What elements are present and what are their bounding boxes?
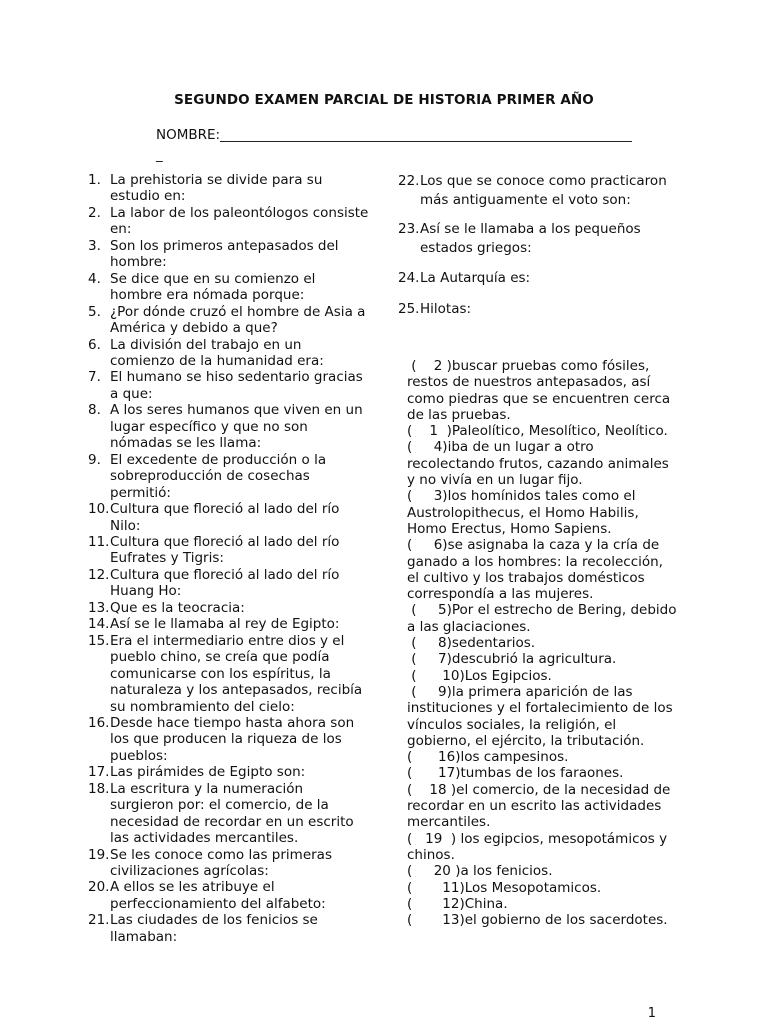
question-item: [398, 220, 680, 257]
question-text: Así se le llamaba a los pequeños estados griegos:: [420, 221, 641, 256]
answer-item: ( 16)los campesinos.: [407, 749, 569, 766]
question-number: 19.: [88, 846, 110, 863]
question-number: 3.: [88, 237, 101, 254]
question-number: 6.: [88, 336, 101, 353]
question-item: [88, 715, 370, 764]
answer-item: ( 5)Por el estrecho de Bering, debido a las glaciaciones.: [407, 602, 681, 635]
exam-title: SEGUNDO EXAMEN PARCIAL DE HISTORIA PRIMER AÑO: [174, 92, 594, 108]
answer-item: ( 19 ) los egipcios, mesopotámicos y chinos.: [407, 830, 672, 863]
question-item: [88, 402, 370, 451]
left-question-list: [88, 172, 370, 945]
question-text: Hilotas:: [420, 300, 472, 317]
question-text: ¿Por dónde cruzó el hombre de Asia a América y debido a que?: [110, 303, 366, 337]
question-text: Son los primeros antepasados del hombre:: [110, 237, 339, 271]
name-line-continuation: _: [156, 147, 163, 163]
question-item: [88, 172, 370, 205]
answer-item: ( 17)tumbas de los faraones.: [407, 765, 624, 782]
question-text: Era el intermediario entre dios y el pueblo chino, se creía que podía comunicarse con los espíritus, la naturaleza y los antepasados, recibía su nombramiento del cielo:: [110, 632, 363, 715]
right-question-list: [398, 172, 680, 318]
question-item: [88, 534, 370, 567]
question-item: [88, 847, 370, 880]
question-text: A los seres humanos que viven en un lugar específico y que no son nómadas se les llama:: [110, 402, 363, 452]
question-number: 20.: [88, 879, 110, 896]
answer-item: ( 13)el gobierno de los sacerdotes.: [407, 912, 668, 929]
answer-item: ( 7)descubrió la agricultura.: [407, 651, 617, 668]
question-text: Las ciudades de los fenicios se llamaban:: [110, 912, 318, 945]
question-text: Cultura que floreció al lado del río Huang Ho:: [110, 566, 340, 600]
question-number: 11.: [88, 533, 110, 550]
question-number: 5.: [88, 303, 101, 320]
question-number: 12.: [88, 566, 110, 583]
question-text: Que es la teocracia:: [110, 599, 245, 616]
question-text: Desde hace tiempo hasta ahora son los que producen la riqueza de los pueblos:: [110, 714, 355, 764]
question-number: 18.: [88, 780, 110, 797]
question-number: 7.: [88, 369, 101, 386]
answer-item: ( 3)los homínidos tales como el Austrolopithecus, el Homo Habilis, Homo Erectus, Homo Sapiens.: [407, 488, 644, 537]
question-item: [88, 567, 370, 600]
question-text: La prehistoria se divide para su estudio en:: [110, 172, 323, 205]
name-field: [156, 125, 666, 165]
question-number: 23.: [398, 221, 420, 237]
question-item: [88, 781, 370, 847]
question-text: A ellos se les atribuye el perfeccionamiento del alfabeto:: [110, 879, 326, 912]
question-number: 22.: [398, 173, 420, 189]
page-number: 1: [647, 1006, 656, 1021]
question-item: [88, 271, 370, 304]
question-text: Los que se conoce como practicaron más antiguamente el voto son:: [420, 173, 667, 208]
answer-item: ( 4)iba de un lugar a otro recolectando frutos, cazando animales y no vivía en un lugar fijo.: [407, 439, 674, 489]
question-number: 24.: [398, 270, 420, 286]
question-item: [398, 172, 680, 209]
question-number: 4.: [88, 270, 101, 287]
question-item: [88, 600, 370, 616]
question-item: [88, 633, 370, 715]
question-number: 13.: [88, 599, 110, 616]
answer-item: ( 11)Los Mesopotamicos.: [407, 879, 602, 896]
answer-item: ( 8)sedentarios.: [407, 635, 536, 652]
question-text: El humano se hiso sedentario gracias a que:: [110, 369, 363, 402]
question-item: [88, 369, 370, 402]
name-line: NOMBRE:_____________________________________________________________: [156, 127, 632, 143]
question-text: La escritura y la numeración surgieron por: el comercio, de la necesidad de recordar en un escrito las actividades mercantiles.: [110, 780, 354, 847]
question-number: 10.: [88, 501, 110, 518]
question-item: [88, 879, 370, 912]
question-item: [88, 337, 370, 370]
question-item: [88, 764, 370, 780]
question-text: La labor de los paleontólogos consiste en:: [110, 204, 369, 238]
question-number: 8.: [88, 402, 101, 419]
question-number: 15.: [88, 632, 110, 649]
question-text: Cultura que floreció al lado del río Nilo:: [110, 501, 340, 534]
answer-item: ( 20 )a los fenicios.: [407, 863, 553, 880]
question-number: 21.: [88, 912, 110, 929]
answer-item: ( 18 )el comercio, de la necesidad de recordar en un escrito las actividades mercantiles.: [407, 781, 675, 831]
question-number: 14.: [88, 616, 110, 633]
question-number: 9.: [88, 451, 101, 468]
question-text: Se les conoce como las primeras civilizaciones agrícolas:: [110, 846, 332, 880]
answer-item: ( 12)China.: [407, 895, 508, 912]
answer-key-list: [407, 358, 681, 929]
question-text: Así se le llamaba al rey de Egipto:: [110, 616, 340, 633]
question-number: 2.: [88, 204, 101, 221]
question-item: [88, 205, 370, 238]
answer-item: ( 10)Los Egipcios.: [407, 667, 552, 684]
question-item: [88, 304, 370, 337]
question-number: 17.: [88, 764, 110, 781]
question-number: 25.: [398, 300, 420, 317]
question-text: Se dice que en su comienzo el hombre era nómada porque:: [110, 270, 316, 304]
question-text: La Autarquía es:: [420, 270, 531, 286]
answer-item: ( 1 )Paleolítico, Mesolítico, Neolítico.: [407, 423, 668, 440]
answer-item: ( 9)la primera aparición de las instituciones y el fortalecimiento de los vínculos sociales, la religión, el gobierno, el ejército, la tributación.: [407, 683, 677, 749]
question-number: 1.: [88, 172, 101, 188]
question-item: [88, 912, 370, 945]
answer-item: ( 2 )buscar pruebas como fósiles, restos de nuestros antepasados, así como piedras que se encuentren cerca de las pruebas.: [407, 358, 675, 423]
question-item: [398, 269, 680, 288]
question-text: El excedente de producción o la sobreproducción de cosechas permitió:: [110, 451, 327, 501]
question-text: La división del trabajo en un comienzo de la humanidad era:: [110, 336, 324, 369]
question-item: [88, 452, 370, 501]
question-number: 16.: [88, 714, 110, 731]
question-item: [88, 501, 370, 534]
question-text: Cultura que floreció al lado del río Eufrates y Tigris:: [110, 533, 340, 567]
question-text: Las pirámides de Egipto son:: [110, 764, 306, 781]
question-item: [88, 238, 370, 271]
answer-item: ( 6)se asignaba la caza y la cría de ganado a los hombres: la recolección, el cultivo y los trabajos domésticos correspondía a las mujeres.: [407, 537, 668, 603]
question-item: [88, 616, 370, 632]
question-item: [398, 300, 680, 319]
